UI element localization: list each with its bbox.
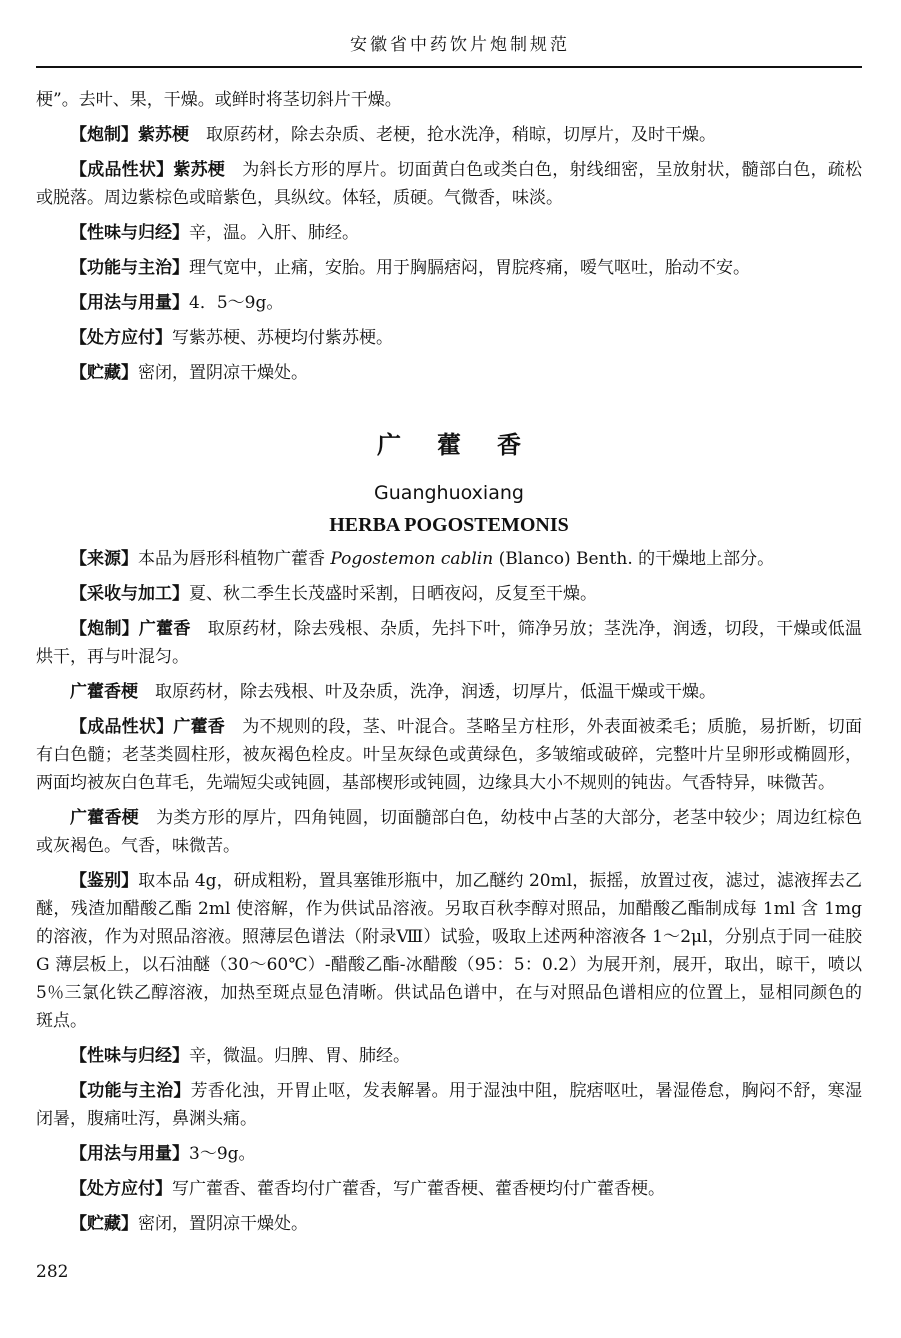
paragraph-nature-meridian — [36, 1042, 862, 1070]
paragraph-text: 取原药材，除去残根、杂质，先抖下叶，筛净另放；茎洗净，润透，切段，干燥或低温烘干，再与叶混匀。 — [36, 619, 863, 667]
paragraph-processing — [36, 615, 862, 671]
section-tag: 【功能与主治】 — [70, 1081, 191, 1101]
subheading: 紫苏梗 — [173, 160, 226, 180]
running-header: 安徽省中药饮片炮制规范 — [350, 35, 570, 55]
paragraph-text: 密闭，置阴凉干燥处。 — [138, 363, 308, 383]
species-name: Pogostemon cablin — [330, 549, 494, 569]
section-tag: 【处方应付】 — [70, 328, 172, 348]
paragraph-text: 辛，温。入肝、肺经。 — [189, 223, 359, 243]
paragraph-text: 4．5～9g。 — [189, 293, 284, 313]
paragraph-dosage — [36, 289, 862, 317]
paragraph-identification — [36, 867, 862, 1035]
section-tag: 【贮藏】 — [70, 363, 138, 383]
paragraph-text: 取原药材，除去杂质、老梗，抢水洗净，稍晾，切厚片，及时干燥。 — [189, 125, 716, 145]
section-tag: 【性味与归经】 — [70, 1046, 189, 1066]
paragraph-functions — [36, 254, 862, 282]
subheading: 广藿香 — [173, 717, 226, 737]
section-tag: 【鉴别】 — [70, 871, 139, 891]
paragraph-text: 为类方形的厚片，四角钝圆，切面髓部白色，幼枝中占茎的大部分，老茎中较少；周边红棕色或灰褐色。气香，味微苦。 — [36, 808, 862, 856]
section-tag: 【成品性状】 — [70, 160, 174, 180]
paragraph-nature-meridian — [36, 219, 862, 247]
subheading: 紫苏梗 — [138, 125, 189, 145]
section-tag: 【炮制】 — [70, 125, 138, 145]
section-tag: 【处方应付】 — [70, 1179, 172, 1199]
section-tag: 【性味与归经】 — [70, 223, 189, 243]
paragraph-text: (Blanco) Benth. 的干燥地上部分。 — [493, 549, 775, 569]
paragraph-text: 密闭，置阴凉干燥处。 — [138, 1214, 308, 1234]
section-tag: 【炮制】 — [70, 619, 139, 639]
paragraph-characteristics-stem — [36, 804, 862, 860]
subheading: 广藿香梗 — [70, 808, 139, 828]
paragraph-text: 3～9g。 — [189, 1144, 256, 1164]
section-tag: 【采收与加工】 — [70, 584, 189, 604]
section-tag: 【功能与主治】 — [70, 258, 189, 278]
header-rule — [36, 66, 862, 68]
paragraph-text: 写广藿香、藿香均付广藿香，写广藿香梗、藿香梗均付广藿香梗。 — [172, 1179, 665, 1199]
section-tag: 【成品性状】 — [70, 717, 174, 737]
paragraph-harvest — [36, 580, 862, 608]
section-tag: 【来源】 — [70, 549, 138, 569]
paragraph-text: 取本品 4g，研成粗粉，置具塞锥形瓶中，加乙醚约 20ml，振摇，放置过夜，滤过，滤液挥去乙醚，残渣加醋酸乙酯 2ml 使溶解，作为供试品溶液。另取百秋李醇对照品，加醋酸乙酯制成每 1ml 含 1mg 的溶液，作为对照品溶液。照薄层色谱法（附录Ⅷ）试验，吸取上述两种溶液各 1～2μl，分别点于同一硅胶 G 薄层板上，以石油醚（30～60℃）-醋酸乙酯-冰醋酸（95：5：0.2）为展开剂，展开，取出，晾干，喷以 5％三氯化铁乙醇溶液，加热至斑点显色清晰。供试品色谱中，在与对照品色谱相应的位置上，显相同颜色的斑点。 — [36, 871, 863, 1031]
paragraph-text: 夏、秋二季生长茂盛时采割，日晒夜闷，反复至干燥。 — [189, 584, 597, 604]
page-number: 282 — [36, 1262, 69, 1282]
paragraph-source — [36, 545, 862, 573]
paragraph-text: 为不规则的段，茎、叶混合。茎略呈方柱形，外表面被柔毛；质脆，易折断，切面有白色髓；老茎类圆柱形，被灰褐色栓皮。叶呈灰绿色或黄绿色，多皱缩或破碎，完整叶片呈卵形或椭圆形，两面均被灰白色茸毛，先端短尖或钝圆，基部楔形或钝圆，边缘具大小不规则的钝齿。气香特异，味微苦。 — [36, 717, 863, 793]
paragraph-characteristics — [36, 713, 862, 797]
subheading: 广藿香 — [138, 619, 191, 639]
section-tag: 【用法与用量】 — [70, 293, 189, 313]
paragraph-text: 写紫苏梗、苏梗均付紫苏梗。 — [172, 328, 393, 348]
entry-title: 广藿香 — [377, 430, 557, 459]
section-tag: 【用法与用量】 — [70, 1144, 189, 1164]
entry-latin-name: HERBA POGOSTEMONIS — [329, 514, 569, 536]
paragraph-text: 取原药材，除去残根、叶及杂质，洗净，润透，切厚片，低温干燥或干燥。 — [138, 682, 716, 702]
paragraph-storage — [36, 1210, 862, 1238]
entry-pinyin: Guanghuoxiang — [374, 482, 524, 504]
paragraph-processing — [36, 121, 862, 149]
paragraph-characteristics — [36, 156, 862, 212]
paragraph-text: 芳香化浊，开胃止呕，发表解暑。用于湿浊中阻，脘痞呕吐，暑湿倦怠，胸闷不舒，寒湿闭暑，腹痛吐泻，鼻渊头痛。 — [36, 1081, 863, 1129]
page-body — [36, 86, 862, 1245]
subheading: 广藿香梗 — [70, 682, 138, 702]
paragraph-text: 理气宽中，止痛，安胎。用于胸膈痞闷，胃脘疼痛，嗳气呕吐，胎动不安。 — [189, 258, 750, 278]
paragraph-prescription — [36, 324, 862, 352]
paragraph-text: 辛，微温。归脾、胃、肺经。 — [189, 1046, 410, 1066]
section-tag: 【贮藏】 — [70, 1214, 138, 1234]
paragraph-functions — [36, 1077, 862, 1133]
paragraph-prescription — [36, 1175, 862, 1203]
paragraph-storage — [36, 359, 862, 387]
paragraph-continuation: 梗”。去叶、果，干燥。或鲜时将茎切斜片干燥。 — [36, 90, 402, 110]
paragraph-text: 为斜长方形的厚片。切面黄白色或类白色，射线细密，呈放射状，髓部白色，疏松或脱落。周边紫棕色或暗紫色，具纵纹。体轻，质硬。气微香，味淡。 — [36, 160, 863, 208]
paragraph-text: 本品为唇形科植物广藿香 — [138, 549, 331, 569]
paragraph-processing-stem — [36, 678, 862, 706]
paragraph-dosage — [36, 1140, 862, 1168]
